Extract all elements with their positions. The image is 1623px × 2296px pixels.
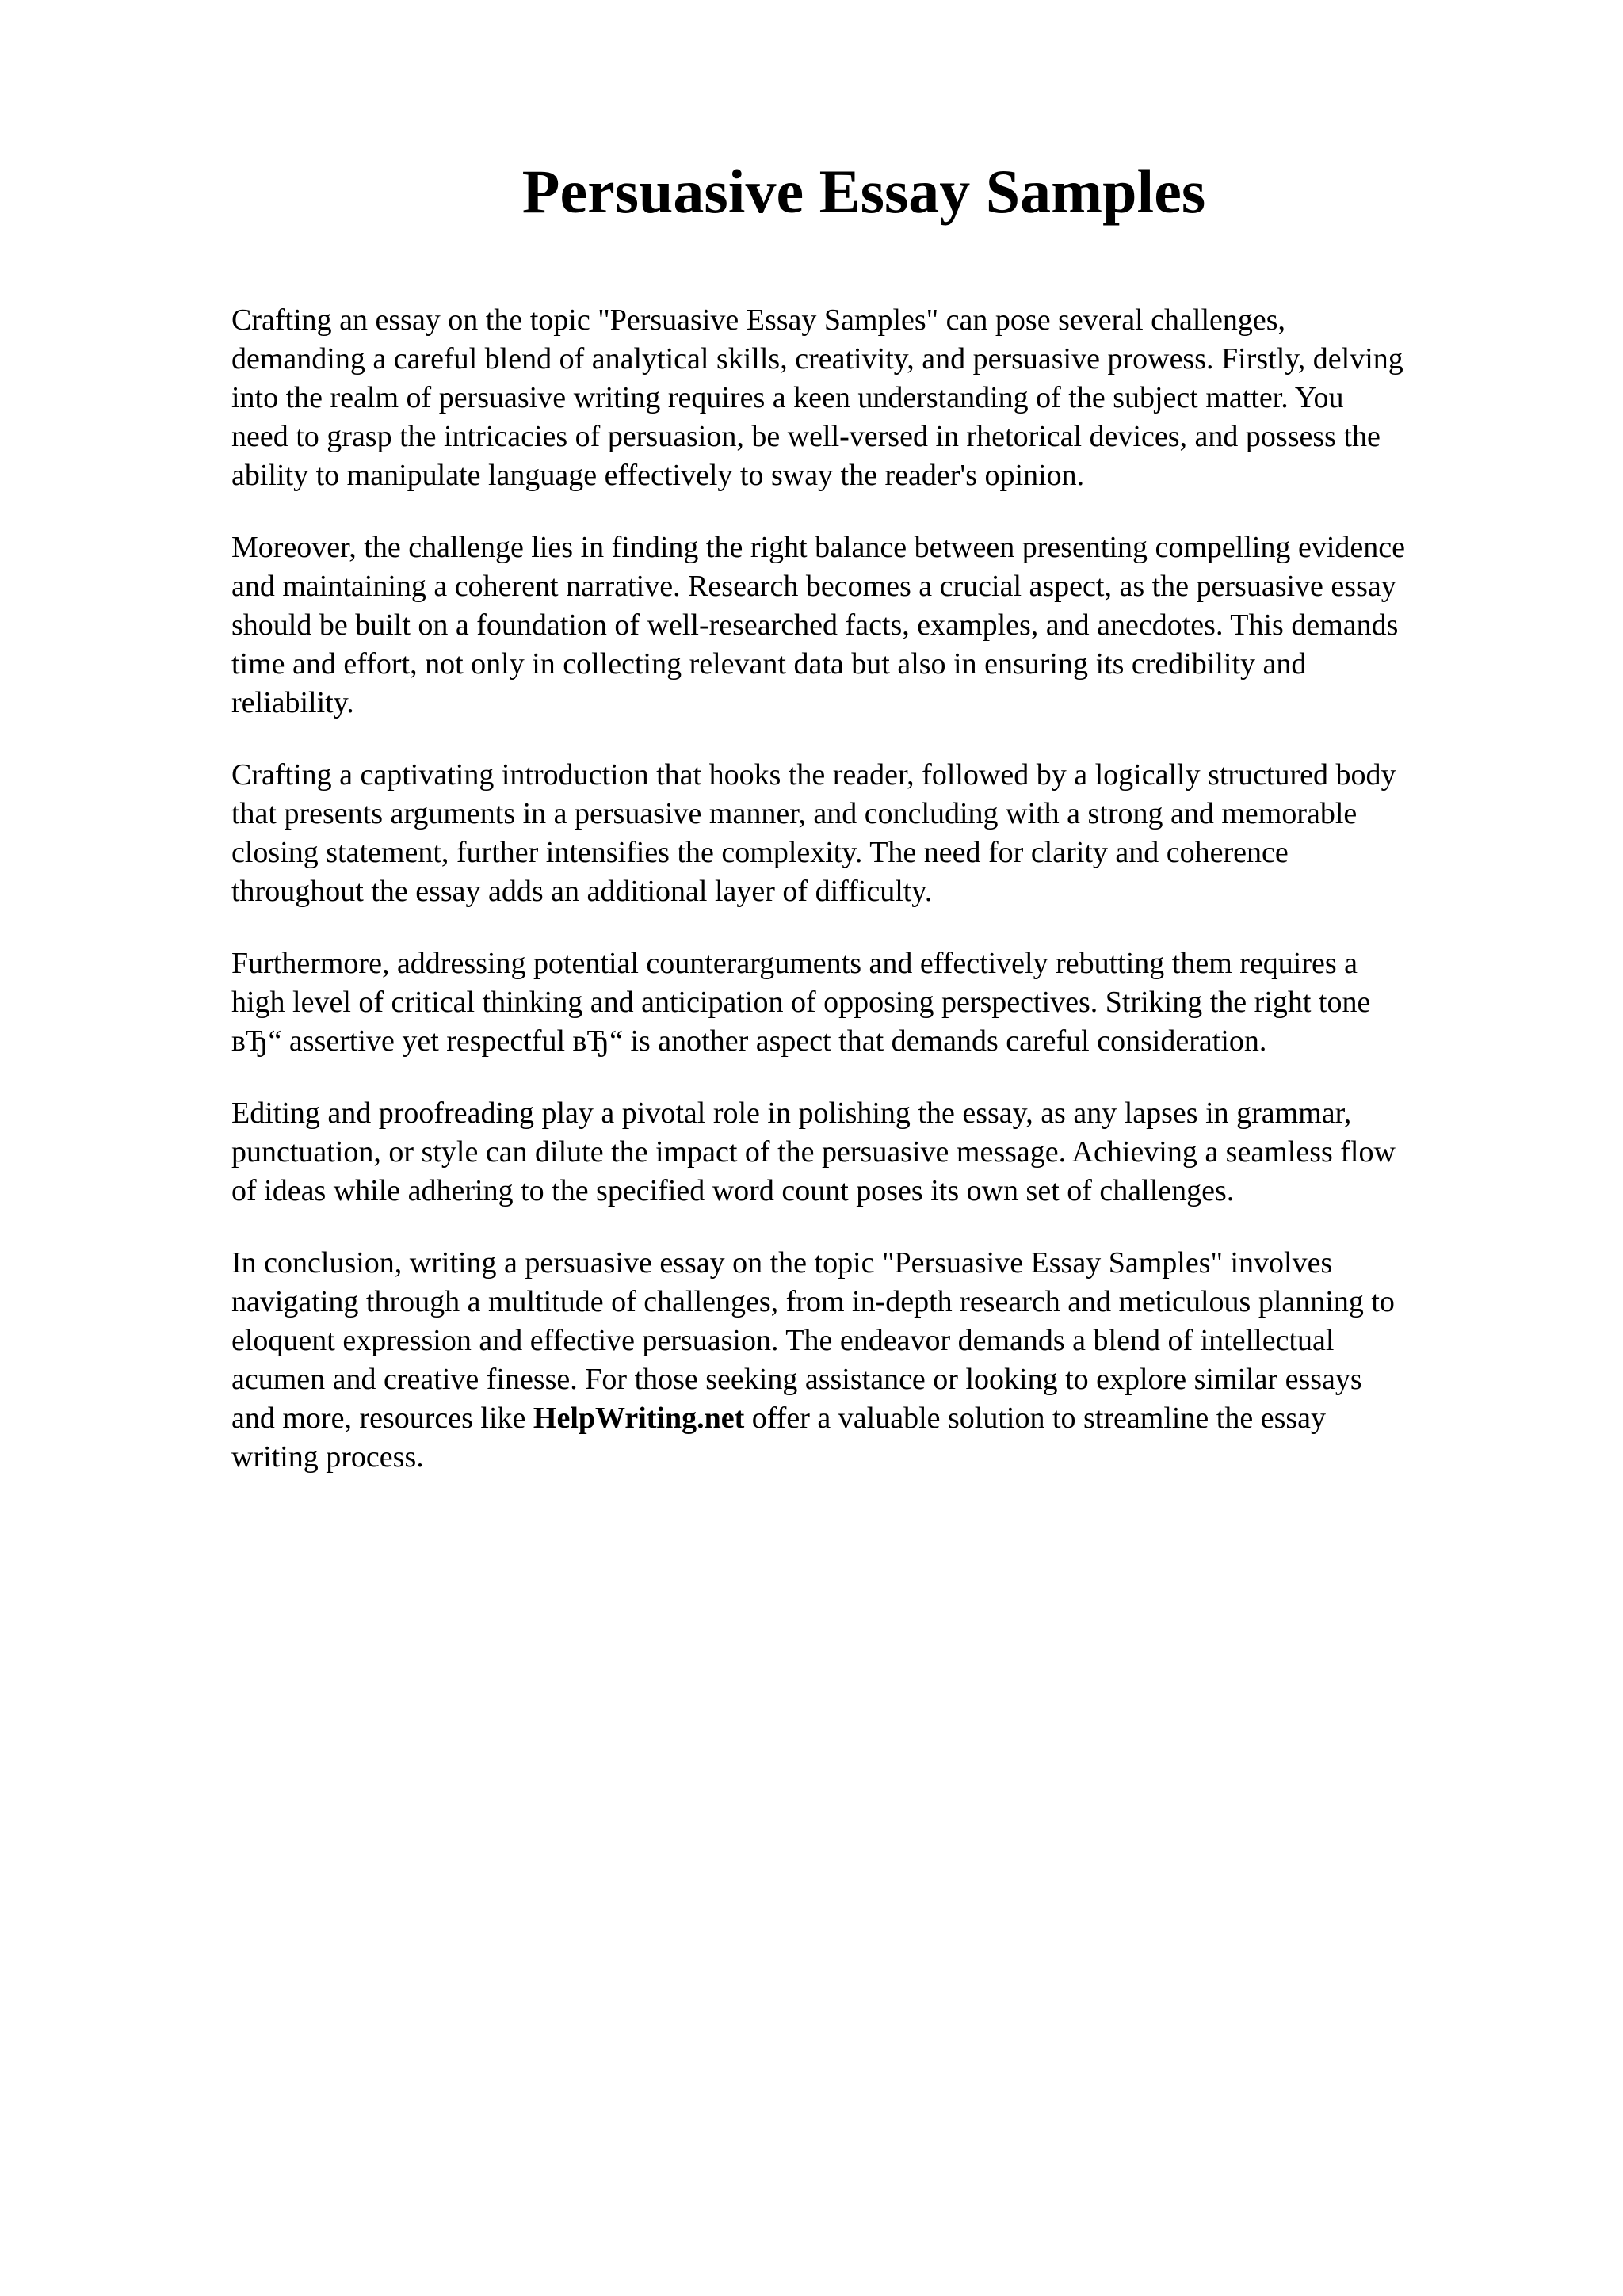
- paragraph-1: [231, 301, 1531, 495]
- text-line: eloquent expression and effective persuasion. The endeavor demands a blend of intellectual: [231, 1324, 1335, 1357]
- text-line: In conclusion, writing a persuasive essay on the topic "Persuasive Essay Samples" involves: [231, 1246, 1333, 1280]
- text-line: writing process.: [231, 1440, 424, 1474]
- text-line: into the realm of persuasive writing requires a keen understanding of the subject matter. You: [231, 381, 1344, 414]
- text-line: Crafting a captivating introduction that hooks the reader, followed by a logically structured body: [231, 758, 1396, 791]
- text-line: ability to manipulate language effectively to sway the reader's opinion.: [231, 459, 1085, 492]
- text-line-with-brand: [231, 1399, 1531, 1438]
- text-line: Moreover, the challenge lies in finding the right balance between presenting compelling evidence: [231, 531, 1405, 564]
- text-line: punctuation, or style can dilute the impact of the persuasive message. Achieving a seamless flow: [231, 1135, 1396, 1169]
- text-line: navigating through a multitude of challenges, from in-depth research and meticulous planning to: [231, 1285, 1395, 1318]
- text-line: вЂ“ assertive yet respectful вЂ“ is another aspect that demands careful consideration.: [231, 1024, 1267, 1058]
- text-line: closing statement, further intensifies the complexity. The need for clarity and coherence: [231, 836, 1289, 869]
- text-line: time and effort, not only in collecting relevant data but also in ensuring its credibility and: [231, 647, 1307, 681]
- paragraph-5: [231, 1094, 1531, 1211]
- text-line: should be built on a foundation of well-researched facts, examples, and anecdotes. This demands: [231, 608, 1399, 642]
- text-line: and maintaining a coherent narrative. Research becomes a crucial aspect, as the persuasive essay: [231, 570, 1396, 603]
- text-fragment: and more, resources like: [231, 1402, 533, 1435]
- paragraph-2: [231, 528, 1531, 723]
- text-line: Crafting an essay on the topic "Persuasive Essay Samples" can pose several challenges,: [231, 303, 1286, 337]
- text-line: Editing and proofreading play a pivotal role in polishing the essay, as any lapses in grammar,: [231, 1097, 1352, 1130]
- text-line: that presents arguments in a persuasive manner, and concluding with a strong and memorable: [231, 797, 1358, 830]
- text-line: acumen and creative finesse. For those seeking assistance or looking to explore similar essays: [231, 1363, 1362, 1396]
- paragraph-6: [231, 1244, 1531, 1477]
- text-line: reliability.: [231, 686, 354, 719]
- paragraph-4: [231, 944, 1531, 1061]
- text-line: of ideas while adhering to the specified word count poses its own set of challenges.: [231, 1174, 1235, 1207]
- helpwriting-link[interactable]: HelpWriting.net: [533, 1402, 745, 1435]
- text-fragment: offer a valuable solution to streamline the essay: [744, 1402, 1327, 1435]
- text-line: demanding a careful blend of analytical skills, creativity, and persuasive prowess. Firstly, delving: [231, 342, 1403, 376]
- essay-body: [231, 301, 1531, 1510]
- text-line: high level of critical thinking and anticipation of opposing perspectives. Striking the right tone: [231, 986, 1371, 1019]
- page-title: Persuasive Essay Samples: [521, 157, 1206, 226]
- paragraph-3: [231, 756, 1531, 911]
- text-line: throughout the essay adds an additional layer of difficulty.: [231, 875, 933, 908]
- text-line: need to grasp the intricacies of persuasion, be well-versed in rhetorical devices, and possess the: [231, 420, 1381, 453]
- text-line: Furthermore, addressing potential counterarguments and effectively rebutting them requires a: [231, 947, 1358, 980]
